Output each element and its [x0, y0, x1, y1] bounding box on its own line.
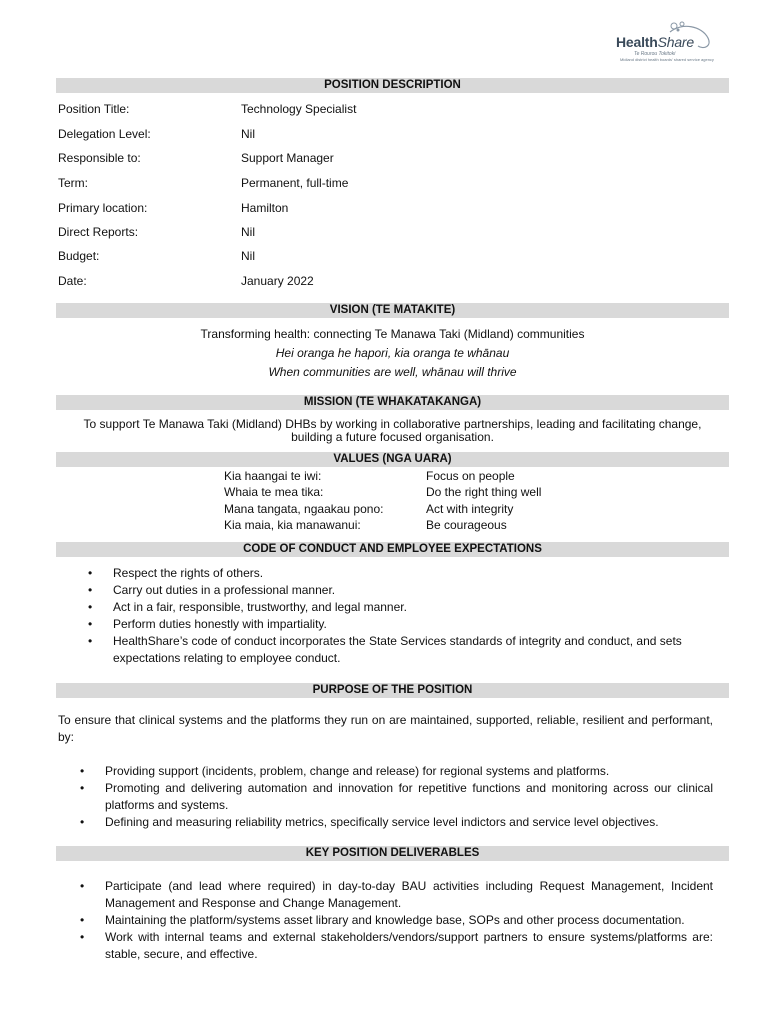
- list-item-text: Maintaining the platform/systems asset library and knowledge base, SOPs and other process documentation.: [105, 913, 685, 927]
- bullet-icon: •: [88, 583, 93, 597]
- section-heading-purpose: PURPOSE OF THE POSITION: [56, 683, 729, 698]
- list-item: [0, 878, 713, 912]
- list-item-text: HealthShare’s code of conduct incorporates the State Services standards of integrity and conduct, and sets expectations relating to employee conduct.: [113, 634, 682, 665]
- list-item-text: Defining and measuring reliability metrics, specifically service level indictors and service level objectives.: [105, 815, 659, 829]
- bullet-icon: •: [88, 566, 93, 580]
- vision-line-3: When communities are well, whānau will thrive: [268, 365, 517, 379]
- bullet-icon: •: [80, 930, 85, 944]
- logo-tagline: Te Rourou Tokitoki: [634, 51, 676, 57]
- detail-value: Nil: [241, 127, 255, 141]
- list-item: [0, 912, 713, 929]
- section-heading-vision: VISION (TE MATAKITE): [56, 303, 729, 318]
- value-english: Act with integrity: [426, 502, 514, 516]
- bullet-icon: •: [80, 913, 85, 927]
- bullet-icon: •: [80, 879, 85, 893]
- healthshare-logo: [612, 20, 716, 64]
- section-heading-values: VALUES (NGA UARA): [56, 452, 729, 467]
- list-item: [0, 565, 713, 582]
- value-maori: Mana tangata, ngaakau pono:: [224, 502, 384, 516]
- list-item-text: Perform duties honestly with impartiality.: [113, 617, 327, 631]
- list-item-text: Participate (and lead where required) in day-to-day BAU activities including Request Management, Incident Management and Response and Change Management.: [105, 879, 713, 910]
- bullet-icon: •: [88, 617, 93, 631]
- detail-label: Delegation Level:: [58, 127, 151, 141]
- list-item-text: Providing support (incidents, problem, change and release) for regional systems and platforms.: [105, 764, 610, 778]
- value-english: Focus on people: [426, 469, 515, 483]
- bullet-icon: •: [80, 815, 85, 829]
- section-heading-deliverables: KEY POSITION DELIVERABLES: [56, 846, 729, 861]
- detail-value: Technology Specialist: [241, 102, 357, 116]
- list-item-text: Carry out duties in a professional manner.: [113, 583, 336, 597]
- detail-label: Position Title:: [58, 102, 130, 116]
- purpose-intro: To ensure that clinical systems and the platforms they run on are maintained, supported, reliable, resilient and performant, by:: [58, 713, 713, 744]
- list-item: [0, 599, 713, 616]
- detail-value: Permanent, full-time: [241, 176, 349, 190]
- list-item: [0, 616, 713, 633]
- logo-wordmark: HealthShare: [616, 34, 694, 50]
- list-item: [0, 814, 713, 831]
- detail-label: Primary location:: [58, 201, 148, 215]
- value-english: Be courageous: [426, 518, 507, 532]
- detail-label: Term:: [58, 176, 88, 190]
- value-maori: Kia maia, kia manawanui:: [224, 518, 361, 532]
- list-item: [0, 582, 713, 599]
- section-heading-mission: MISSION (TE WHAKATAKANGA): [56, 395, 729, 410]
- detail-value: Support Manager: [241, 151, 334, 165]
- detail-label: Direct Reports:: [58, 225, 139, 239]
- detail-value: Nil: [241, 249, 255, 263]
- detail-value: Hamilton: [241, 201, 289, 215]
- detail-value: January 2022: [241, 274, 314, 288]
- section-heading-code-of-conduct: CODE OF CONDUCT AND EMPLOYEE EXPECTATIONS: [56, 542, 729, 557]
- list-item: [0, 929, 713, 963]
- value-maori: Whaia te mea tika:: [224, 485, 324, 499]
- mission-text: To support Te Manawa Taki (Midland) DHBs by working in collaborative partnerships, leading and facilitating change, building a future focused organisation.: [83, 417, 702, 444]
- detail-label: Budget:: [58, 249, 100, 263]
- code-of-conduct-list: [0, 565, 770, 667]
- list-item-text: Respect the rights of others.: [113, 566, 264, 580]
- vision-line-2: Hei oranga he hapori, kia oranga te whānau: [275, 346, 510, 360]
- purpose-list: [0, 763, 770, 831]
- logo-subline: Midland district health boards' shared service agency: [620, 57, 714, 62]
- list-item-text: Act in a fair, responsible, trustworthy, and legal manner.: [113, 600, 407, 614]
- bullet-icon: •: [80, 764, 85, 778]
- section-heading-position-description: POSITION DESCRIPTION: [56, 78, 729, 93]
- bullet-icon: •: [88, 634, 93, 648]
- list-item-text: Work with internal teams and external stakeholders/vendors/support partners to ensure systems/platforms are: stable, secure, and effective.: [105, 930, 713, 961]
- list-item: [0, 780, 713, 814]
- list-item-text: Promoting and delivering automation and innovation for repetitive functions and monitoring across our clinical platforms and systems.: [105, 781, 713, 812]
- bullet-icon: •: [80, 781, 85, 795]
- list-item: [0, 763, 713, 780]
- detail-value: Nil: [241, 225, 255, 239]
- value-maori: Kia haangai te iwi:: [224, 469, 322, 483]
- bullet-icon: •: [88, 600, 93, 614]
- value-english: Do the right thing well: [426, 485, 542, 499]
- list-item: [0, 633, 713, 667]
- detail-label: Date:: [58, 274, 87, 288]
- detail-label: Responsible to:: [58, 151, 141, 165]
- deliverables-list: [0, 878, 770, 963]
- vision-line-1: Transforming health: connecting Te Manawa Taki (Midland) communities: [200, 327, 585, 341]
